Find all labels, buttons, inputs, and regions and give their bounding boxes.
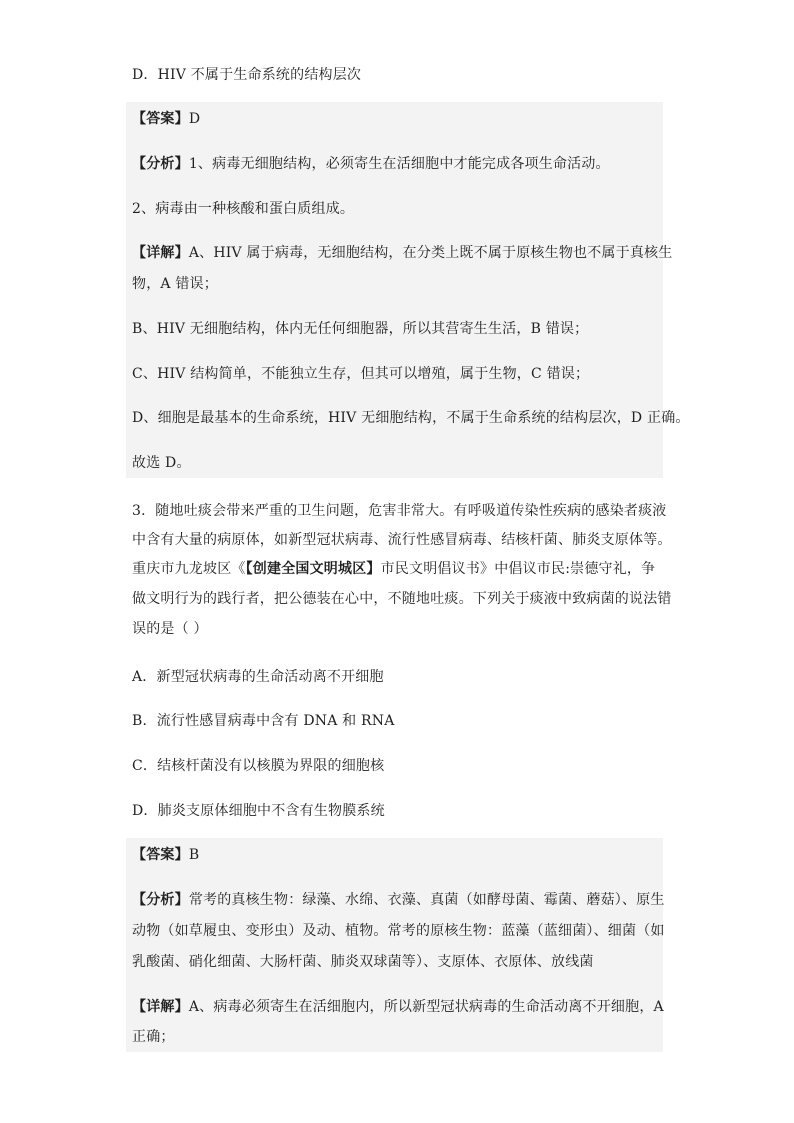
stem-text: 市民文明倡议书》中倡议市民:崇德守礼，争 [380,561,656,577]
answer-value: B [188,847,200,863]
q3-stem-5: 误的是（ ） [132,621,208,637]
q3-analysis-1 [132,889,663,911]
q3-option-b: B．流行性感冒病毒中含有 DNA 和 RNA [132,713,395,729]
answer-value: D [188,111,201,127]
q2-detail-d: D、细胞是最基本的生命系统，HIV 无细胞结构，不属于生命系统的结构层次，D 正确。 [132,410,690,426]
q3-stem-3 [132,558,663,580]
detail-text: A、病毒必须寄生在活细胞内，所以新型冠状病毒的生命活动离不开细胞，A [188,999,664,1015]
q3-solution-block [126,838,663,1052]
q3-analysis-2: 动物（如草履虫、变形虫）及动、植物。常考的原核生物：蓝藻（蓝细菌）、细菌（如 [132,923,665,939]
analysis-label: 【分析】 [132,892,189,908]
answer-label: 【答案】 [132,847,189,863]
q3-analysis-3: 乳酸菌、硝化细菌、大肠杆菌、肺炎双球菌等）、支原体、衣原体、放线菌 [132,954,594,970]
q3-detail-a-1 [132,996,663,1018]
q2-detail-c: C、HIV 结构简单，不能独立生存，但其可以增殖，属于生物，C 错误； [132,366,590,382]
q3-stem-1: 3．随地吐痰会带来严重的卫生问题，危害非常大。有呼吸道传染性疾病的感染者痰液 [132,503,667,519]
q3-stem-2: 中含有大量的病原体，如新型冠状病毒、流行性感冒病毒、结核杆菌、肺炎支原体等。 [132,532,672,548]
q3-detail-a-2: 正确； [132,1029,175,1045]
detail-label: 【详解】 [132,245,189,261]
detail-label: 【详解】 [132,999,189,1015]
stem-text: 重庆市九龙坡区《 [132,561,246,577]
answer-label: 【答案】 [132,111,189,127]
q2-answer [132,108,663,130]
q2-detail-a-2: 物，A 错误； [132,276,218,292]
q3-option-d: D．肺炎支原体细胞中不含有生物膜系统 [132,803,385,819]
analysis-label: 【分析】 [132,156,189,172]
analysis-text: 1、病毒无细胞结构，必须寄生在活细胞中才能完成各项生命活动。 [188,156,610,172]
q2-conclusion: 故选 D。 [132,455,191,471]
q3-option-a: A．新型冠状病毒的生命活动离不开细胞 [132,669,384,685]
q3-stem-4: 做文明行为的践行者，把公德装在心中，不随地吐痰。下列关于痰液中致病菌的说法错 [132,591,672,607]
q3-option-c: C．结核杆菌没有以核膜为界限的细胞核 [132,758,385,774]
q2-analysis-1 [132,153,663,175]
stem-campaign-title: 【创建全国文明城区】 [245,561,381,577]
q3-answer [132,844,663,866]
q2-analysis-2: 2、病毒由一种核酸和蛋白质组成。 [132,201,355,217]
analysis-text: 常考的真核生物：绿藻、水绵、衣藻、真菌（如酵母菌、霉菌、蘑菇）、原生 [188,892,665,908]
detail-text: A、HIV 属于病毒，无细胞结构，在分类上既不属于原核生物也不属于真核生 [188,245,673,261]
q2-detail-a-1 [132,242,673,264]
q2-option-d: D．HIV 不属于生命系统的结构层次 [132,67,362,83]
q2-detail-b: B、HIV 无细胞结构，体内无任何细胞器，所以其营寄生生活，B 错误； [132,321,589,337]
